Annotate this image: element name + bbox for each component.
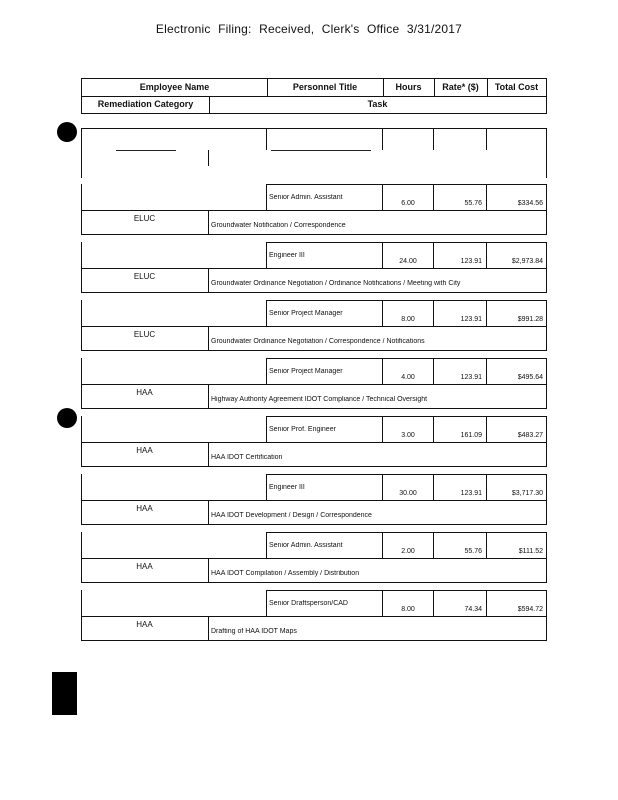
hours-cell: 8.00 [401, 316, 415, 323]
filing-stamp-header: Electronic Filing: Received, Clerk's Office 3/31/2017 [155, 22, 463, 36]
personnel-title-cell: Senior Project Manager [269, 310, 343, 317]
remediation-category-header: Remediation Category [97, 99, 194, 109]
personnel-title-cell: Engineer III [269, 484, 305, 491]
table-row [81, 242, 547, 292]
remediation-category-cell: ELUC [133, 330, 156, 339]
task-cell: HAA IDOT Development / Design / Correspondence [211, 512, 372, 519]
hours-cell: 4.00 [401, 374, 415, 381]
table-row [81, 416, 547, 466]
personnel-title-cell: Senior Project Manager [269, 368, 343, 375]
remediation-category-cell: HAA [136, 388, 153, 397]
hole-punch-mark [57, 408, 77, 428]
remediation-category-cell: ELUC [133, 214, 156, 223]
task-cell: HAA IDOT Compilation / Assembly / Distribution [211, 570, 360, 577]
hours-cell: 30.00 [399, 490, 417, 497]
remediation-category-cell: HAA [136, 504, 153, 513]
total-cost-header: Total Cost [494, 82, 539, 92]
hours-cell: 24.00 [399, 258, 417, 265]
table-row [81, 474, 547, 524]
personnel-title-cell: Senior Admin. Assistant [269, 194, 343, 201]
personnel-title-header: Personnel Title [292, 82, 358, 92]
total-cost-cell: $2,973.84 [511, 258, 543, 265]
table-row [81, 300, 547, 350]
remediation-category-cell: HAA [136, 620, 153, 629]
rate-cell: 55.76 [464, 200, 482, 207]
hours-header: Hours [395, 82, 422, 92]
task-header: Task [367, 99, 388, 109]
task-cell: Groundwater Ordinance Negotiation / Correspondence / Notifications [211, 338, 425, 345]
rate-cell: 123.91 [460, 490, 482, 497]
rate-header: Rate* ($) [442, 82, 479, 92]
hours-cell: 6.00 [401, 200, 415, 207]
task-cell: Groundwater Notification / Correspondence [211, 222, 346, 229]
hours-cell: 8.00 [401, 606, 415, 613]
table-row [81, 358, 547, 408]
total-cost-cell: $991.28 [517, 316, 543, 323]
column-header-table [81, 78, 547, 114]
total-cost-cell: $495.64 [517, 374, 543, 381]
task-cell: Groundwater Ordinance Negotiation / Ordinance Notifications / Meeting with City [211, 280, 461, 287]
table-row [81, 184, 547, 234]
task-cell: Highway Authority Agreement IDOT Compliance / Technical Oversight [211, 396, 428, 403]
personnel-title-cell: Engineer III [269, 252, 305, 259]
personnel-title-cell: Senior Draftsperson/CAD [269, 600, 348, 607]
task-cell: HAA IDOT Certification [211, 454, 283, 461]
total-cost-cell: $3,717.30 [511, 490, 543, 497]
total-cost-cell: $334.56 [517, 200, 543, 207]
remediation-category-cell: HAA [136, 562, 153, 571]
remediation-category-cell: HAA [136, 446, 153, 455]
personnel-title-cell: Senior Admin. Assistant [269, 542, 343, 549]
hours-cell: 3.00 [401, 432, 415, 439]
rate-cell: 161.09 [460, 432, 482, 439]
rate-cell: 123.91 [460, 374, 482, 381]
redacted-row [81, 128, 547, 178]
rate-cell: 55.76 [464, 548, 482, 555]
rate-cell: 74.34 [464, 606, 482, 613]
table-row [81, 590, 547, 640]
total-cost-cell: $594.72 [517, 606, 543, 613]
hole-punch-mark [57, 122, 77, 142]
total-cost-cell: $483.27 [517, 432, 543, 439]
remediation-category-cell: ELUC [133, 272, 156, 281]
redaction-block [52, 672, 77, 715]
rate-cell: 123.91 [460, 316, 482, 323]
total-cost-cell: $111.52 [518, 548, 543, 555]
task-cell: Drafting of HAA IDOT Maps [211, 628, 297, 635]
personnel-title-cell: Senior Prof. Engineer [269, 426, 336, 433]
table-row [81, 532, 547, 582]
hours-cell: 2.00 [401, 548, 415, 555]
rate-cell: 123.91 [460, 258, 482, 265]
employee-name-header: Employee Name [139, 82, 210, 92]
